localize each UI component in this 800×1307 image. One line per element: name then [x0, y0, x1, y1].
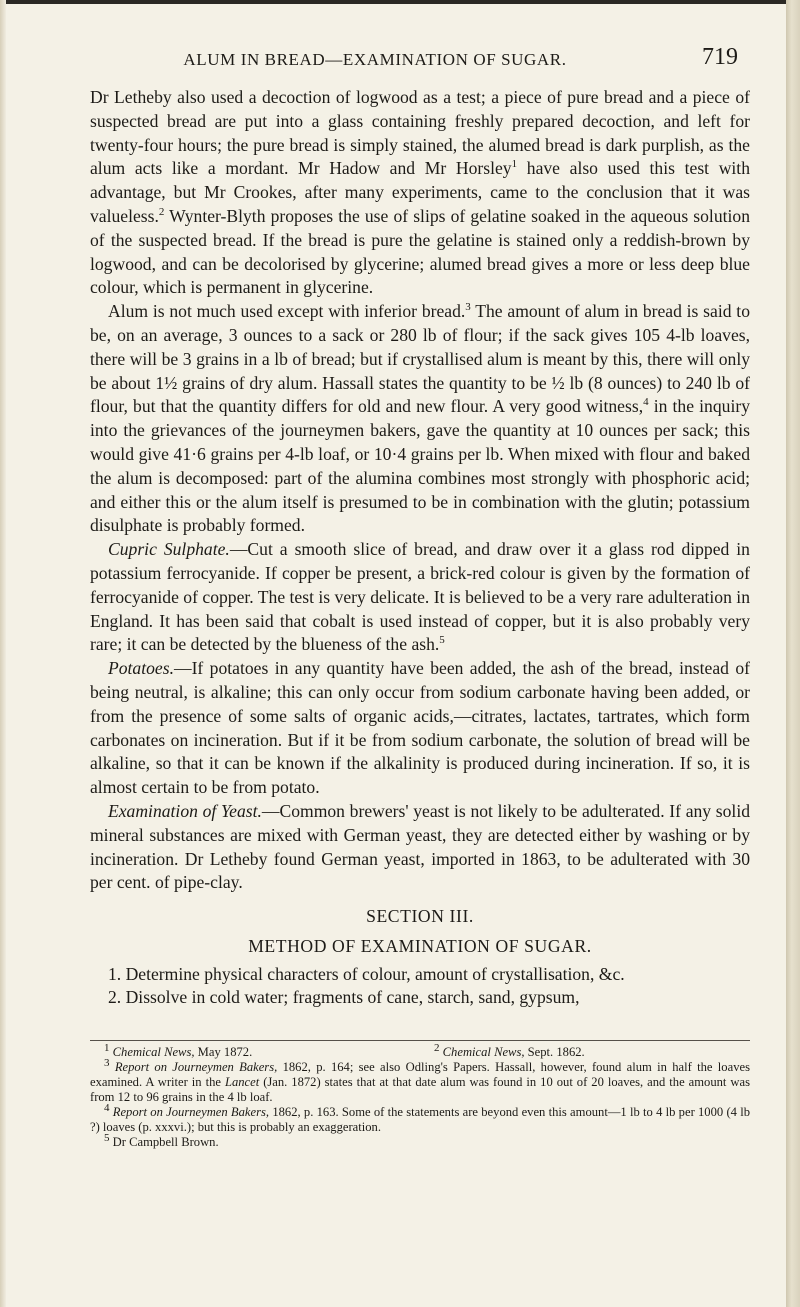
footnote-ref-2: 2: [158, 206, 165, 219]
footnote-ref-1: 1: [511, 158, 518, 171]
yeast-title: Examination of Yeast.: [108, 800, 262, 821]
footnote-row: [90, 1041, 750, 1060]
footnote-ref-5: 5: [439, 634, 445, 647]
page-left-edge: [0, 0, 6, 1307]
section-heading: SECTION III.: [366, 906, 474, 927]
footnote-5: $^5$ Dr Campbell Brown.: [104, 1131, 219, 1149]
running-header: [90, 46, 750, 80]
paragraph-alum-amount: Alum is not much used except with inferior bread.$^3$ The amount of alum in bread is said to be, on an average, 3 ounces to a sack or 280 lb of flour; if the sack gives 105 4-lb loaves, there will be 3 grains in a lb of bread; but if crystallised alum is meant by this, there will only be about 1½ grains of dry alum. Hassall states the quantity to be ½ lb (8 ounces) to 240 lb of flour, but that the quantity differs for old and new flour. A very good witness,$^4$ in the inquiry into the grievances of the journeymen bakers, gave the quantity at 10 ounces per sack; this would give 41·6 grains per 4-lb loaf, or 10·4 grains per lb. When mixed with flour and baked the alum is decomposed: part of the alumina combines most strongly with phosphoric acid; and either this or the alum itself is presumed to be in combination with the glutin; potassium disulphate is probably formed.: [90, 301, 750, 536]
page-number: 719: [702, 44, 738, 70]
section-subheading: METHOD OF EXAMINATION OF SUGAR.: [248, 935, 592, 956]
paragraph-cupric-sulphate: Cupric Sulphate.—Cut a smooth slice of bread, and draw over it a glass rod dipped in potassium ferrocyanide. If copper be present, a brick-red colour is given by the formation of ferrocyanide of copper. The test is very delicate. It is believed to be a very rare adulteration in England. It has been said that cobalt is used instead of copper, but it is also probably very rare; it can be detected by the blueness of the ash.$^5$: [90, 539, 750, 655]
footnotes: [90, 1040, 750, 1150]
footnote-ref-3: 3: [465, 301, 471, 314]
paragraph-yeast: Examination of Yeast.—Common brewers' yeast is not likely to be adulterated. If any solid mineral substances are mixed with German yeast, they are detected either by washing or by incineration. Dr Letheby found German yeast, imported in 1863, to be adulterated with 30 per cent. of pipe-clay.: [90, 800, 751, 893]
potatoes-title: Potatoes.: [108, 658, 174, 679]
footnote-4: $^4$ Report on Journeymen Bakers, 1862, p. 163. Some of the statements are beyond even this amount—1 lb to 4 lb per 1000 (4 lb ?) loaves (p. xxxvi.); but this is probably an exaggeration.: [90, 1101, 750, 1134]
list-item: 1. Determine physical characters of colour, amount of crystallisation, &c.: [108, 963, 625, 984]
list-item: 2. Dissolve in cold water; fragments of cane, starch, sand, gypsum,: [108, 987, 580, 1008]
running-title: ALUM IN BREAD—EXAMINATION OF SUGAR.: [183, 50, 567, 69]
paragraph-logwood: Dr Letheby also used a decoction of logwood as a test; a piece of pure bread and a piece of suspected bread are put into a glass containing freshly prepared decoction, and left for twenty-four hours; the pure bread is simply stained, the alumed bread is dark purplish, as the alum acts like a mordant. Mr Hadow and Mr Horsley$^1$ have also used this test with advantage, but Mr Crookes, after many experiments, came to the conclusion that it was valueless.$^2$ Wynter-Blyth proposes the use of slips of gelatine soaked in the aqueous solution of the suspected bread. If the bread is pure the gelatine is stained only a reddish-brown by logwood, and can be decolorised by glycerine; alumed bread gives a more or less deep blue colour, which is permanent in glycerine.: [90, 87, 750, 298]
cupric-sulphate-title: Cupric Sulphate.: [108, 539, 230, 560]
body-text: [90, 86, 750, 1010]
footnote-3: $^3$ Report on Journeymen Bakers, 1862, p. 164; see also Odling's Papers. Hassall, however, found alum in half the loaves examined. A writer in the Lancet (Jan. 1872) states that at that date alum was found in 10 out of 20 loaves, and the amount was from 12 to 96 grains in the 4 lb loaf.: [90, 1056, 750, 1104]
paragraph-potatoes: Potatoes.—If potatoes in any quantity have been added, the ash of the bread, instead of being neutral, is alkaline; this can only occur from sodium carbonate having been added, or from the presence of some salts of organic acids,—citrates, lactates, tartrates, which form carbonates on incineration. But if it be from sodium carbonate, the solution of bread will be alkaline, so that it can be known if the alkalinity is produced during incineration. If so, it is almost certain to be from potato.: [90, 658, 750, 798]
sugar-steps-list: [90, 963, 750, 1011]
top-border: [0, 0, 800, 4]
footnote-ref-4: 4: [643, 396, 649, 409]
page-right-edge: [786, 0, 800, 1307]
footnote-1: $^1$ Chemical News, May 1872.: [104, 1041, 253, 1059]
footnote-2: $^2$ Chemical News, Sept. 1862.: [434, 1041, 585, 1059]
